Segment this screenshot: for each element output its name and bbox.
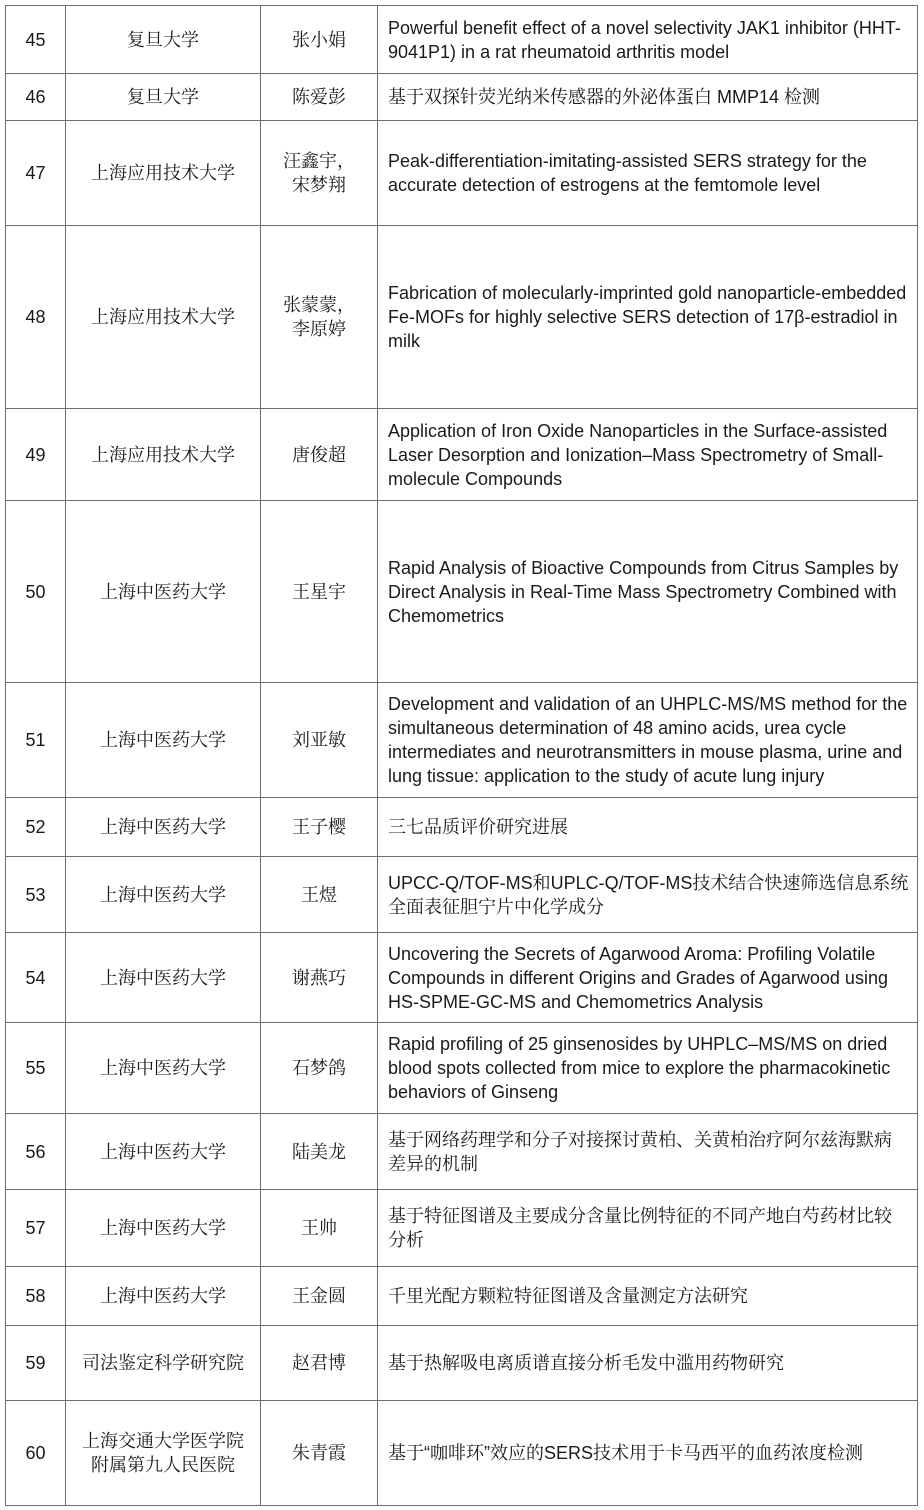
paper-title-cell: Fabrication of molecularly-imprinted gold nanoparticle-embedded Fe-MOFs for highly selective SERS detection of 17β-estradiol in milk <box>378 226 918 409</box>
author-cell: 谢燕巧 <box>261 933 378 1023</box>
author-cell: 唐俊超 <box>261 409 378 501</box>
table-row <box>6 857 918 933</box>
table-row <box>6 683 918 798</box>
institution-cell: 上海中医药大学 <box>66 1023 261 1114</box>
author-cell: 陈爱彭 <box>261 74 378 121</box>
row-number-cell: 45 <box>6 6 66 74</box>
author-cell: 王星宇 <box>261 501 378 683</box>
institution-cell: 司法鉴定科学研究院 <box>66 1326 261 1401</box>
institution-cell: 上海中医药大学 <box>66 798 261 857</box>
row-number-cell: 51 <box>6 683 66 798</box>
row-number-cell: 58 <box>6 1267 66 1326</box>
table-row <box>6 1114 918 1190</box>
institution-cell: 上海中医药大学 <box>66 501 261 683</box>
paper-title-cell: Uncovering the Secrets of Agarwood Aroma: Profiling Volatile Compounds in different Origins and Grades of Agarwood using HS-SPME-GC-MS and Chemometrics Analysis <box>378 933 918 1023</box>
table-row <box>6 409 918 501</box>
institution-cell: 上海中医药大学 <box>66 1114 261 1190</box>
paper-list-table <box>5 5 918 1506</box>
row-number-cell: 59 <box>6 1326 66 1401</box>
row-number-cell: 48 <box>6 226 66 409</box>
row-number-cell: 55 <box>6 1023 66 1114</box>
author-cell: 陆美龙 <box>261 1114 378 1190</box>
author-cell: 王金圆 <box>261 1267 378 1326</box>
author-cell: 朱青霞 <box>261 1401 378 1506</box>
paper-title-cell: Application of Iron Oxide Nanoparticles in the Surface-assisted Laser Desorption and Ionization–Mass Spectrometry of Small-molecule Compounds <box>378 409 918 501</box>
institution-cell: 上海中医药大学 <box>66 683 261 798</box>
paper-title-cell: Rapid Analysis of Bioactive Compounds from Citrus Samples by Direct Analysis in Real-Time Mass Spectrometry Combined with Chemometrics <box>378 501 918 683</box>
row-number-cell: 57 <box>6 1190 66 1267</box>
row-number-cell: 56 <box>6 1114 66 1190</box>
paper-title-cell: Peak-differentiation-imitating-assisted SERS strategy for the accurate detection of estrogens at the femtomole level <box>378 121 918 226</box>
table-row <box>6 6 918 74</box>
table-row <box>6 933 918 1023</box>
row-number-cell: 52 <box>6 798 66 857</box>
author-cell: 汪鑫宇，宋梦翔 <box>261 121 378 226</box>
author-cell: 刘亚敏 <box>261 683 378 798</box>
table-row <box>6 226 918 409</box>
table-row <box>6 74 918 121</box>
author-cell: 赵君博 <box>261 1326 378 1401</box>
table-row <box>6 501 918 683</box>
institution-cell: 复旦大学 <box>66 6 261 74</box>
author-cell: 张蒙蒙，李原婷 <box>261 226 378 409</box>
institution-cell: 上海交通大学医学院附属第九人民医院 <box>66 1401 261 1506</box>
paper-title-cell: 基于双探针荧光纳米传感器的外泌体蛋白 MMP14 检测 <box>378 74 918 121</box>
paper-title-cell: 基于特征图谱及主要成分含量比例特征的不同产地白芍药材比较分析 <box>378 1190 918 1267</box>
institution-cell: 上海中医药大学 <box>66 1190 261 1267</box>
institution-cell: 上海应用技术大学 <box>66 409 261 501</box>
paper-title-cell: 基于热解吸电离质谱直接分析毛发中滥用药物研究 <box>378 1326 918 1401</box>
institution-cell: 上海应用技术大学 <box>66 226 261 409</box>
paper-title-cell: Rapid profiling of 25 ginsenosides by UHPLC–MS/MS on dried blood spots collected from mice to explore the pharmacokinetic behaviors of Ginseng <box>378 1023 918 1114</box>
paper-title-cell: 千里光配方颗粒特征图谱及含量测定方法研究 <box>378 1267 918 1326</box>
institution-cell: 上海中医药大学 <box>66 857 261 933</box>
table-row <box>6 1267 918 1326</box>
paper-title-cell: Powerful benefit effect of a novel selectivity JAK1 inhibitor (HHT-9041P1) in a rat rheumatoid arthritis model <box>378 6 918 74</box>
institution-cell: 上海中医药大学 <box>66 1267 261 1326</box>
paper-title-cell: 三七品质评价研究进展 <box>378 798 918 857</box>
author-cell: 王帅 <box>261 1190 378 1267</box>
row-number-cell: 47 <box>6 121 66 226</box>
author-cell: 王煜 <box>261 857 378 933</box>
row-number-cell: 46 <box>6 74 66 121</box>
row-number-cell: 54 <box>6 933 66 1023</box>
institution-cell: 上海中医药大学 <box>66 933 261 1023</box>
author-cell: 石梦鸽 <box>261 1023 378 1114</box>
table-row <box>6 1326 918 1401</box>
paper-title-cell: 基于“咖啡环”效应的SERS技术用于卡马西平的血药浓度检测 <box>378 1401 918 1506</box>
row-number-cell: 50 <box>6 501 66 683</box>
row-number-cell: 60 <box>6 1401 66 1506</box>
table-row <box>6 121 918 226</box>
row-number-cell: 53 <box>6 857 66 933</box>
author-cell: 张小娟 <box>261 6 378 74</box>
row-number-cell: 49 <box>6 409 66 501</box>
table-row <box>6 1190 918 1267</box>
paper-title-cell: 基于网络药理学和分子对接探讨黄柏、关黄柏治疗阿尔兹海默病差异的机制 <box>378 1114 918 1190</box>
table-row <box>6 1401 918 1506</box>
institution-cell: 上海应用技术大学 <box>66 121 261 226</box>
table-row <box>6 1023 918 1114</box>
table-row <box>6 798 918 857</box>
paper-title-cell: Development and validation of an UHPLC-MS/MS method for the simultaneous determination of 48 amino acids, urea cycle intermediates and neurotransmitters in mouse plasma, urine and lung tissue: application to the study of acute lung injury <box>378 683 918 798</box>
paper-title-cell: UPCC-Q/TOF-MS和UPLC-Q/TOF-MS技术结合快速筛选信息系统全面表征胆宁片中化学成分 <box>378 857 918 933</box>
institution-cell: 复旦大学 <box>66 74 261 121</box>
author-cell: 王子樱 <box>261 798 378 857</box>
